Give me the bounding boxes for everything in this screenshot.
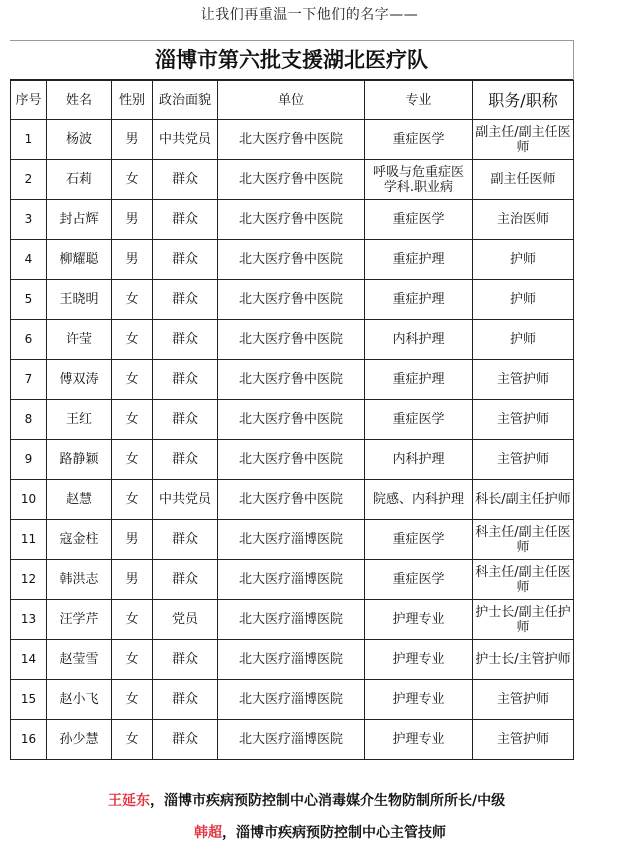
cell-gender: 女 [112,440,153,480]
cell-major: 呼吸与危重症医学科.职业病 [365,160,473,200]
cell-title: 护士长/副主任护师 [473,600,574,640]
table-row [11,360,574,400]
cell-major: 重症医学 [365,560,473,600]
cell-unit: 北大医疗鲁中医院 [218,480,365,520]
cell-name: 韩洪志 [47,560,112,600]
cell-no: 1 [11,120,47,160]
cell-unit: 北大医疗鲁中医院 [218,400,365,440]
cell-unit: 北大医疗鲁中医院 [218,320,365,360]
cell-no: 13 [11,600,47,640]
cell-gender: 女 [112,640,153,680]
cell-title: 科主任/副主任医师 [473,520,574,560]
intro-text: 让我们再重温一下他们的名字—— [200,7,419,23]
cell-name: 孙少慧 [47,720,112,760]
cell-no: 12 [11,560,47,600]
table-row [11,640,574,680]
table-row [11,320,574,360]
cell-no: 7 [11,360,47,400]
table-row [11,720,574,760]
table-row [11,400,574,440]
cell-political: 群众 [153,360,218,400]
cell-title: 护师 [473,320,574,360]
table-row [11,560,574,600]
cell-unit: 北大医疗淄博医院 [218,720,365,760]
table-row [11,200,574,240]
cell-name: 王红 [47,400,112,440]
cell-major: 重症护理 [365,280,473,320]
col-header-name: 姓名 [47,81,112,120]
cell-political: 群众 [153,720,218,760]
cell-political: 群众 [153,200,218,240]
cell-title: 护师 [473,240,574,280]
cell-unit: 北大医疗淄博医院 [218,560,365,600]
roster-body [11,120,574,760]
cell-political: 群众 [153,640,218,680]
cell-title: 副主任医师 [473,160,574,200]
cell-unit: 北大医疗鲁中医院 [218,280,365,320]
cell-major: 护理专业 [365,600,473,640]
table-row [11,680,574,720]
cell-title: 主治医师 [473,200,574,240]
cell-political: 群众 [153,520,218,560]
table-row [11,240,574,280]
cell-title: 主管护师 [473,400,574,440]
cell-unit: 北大医疗淄博医院 [218,680,365,720]
cell-no: 8 [11,400,47,440]
cell-major: 护理专业 [365,640,473,680]
cell-political: 群众 [153,240,218,280]
cell-unit: 北大医疗鲁中医院 [218,360,365,400]
cell-name: 赵慧 [47,480,112,520]
cell-major: 重症护理 [365,360,473,400]
roster-table [10,80,574,760]
cell-name: 傅双涛 [47,360,112,400]
cell-unit: 北大医疗鲁中医院 [218,440,365,480]
table-row [11,280,574,320]
cell-no: 6 [11,320,47,360]
cell-unit: 北大医疗鲁中医院 [218,200,365,240]
cell-gender: 女 [112,480,153,520]
cell-gender: 女 [112,400,153,440]
cell-name: 柳耀聪 [47,240,112,280]
cell-unit: 北大医疗鲁中医院 [218,120,365,160]
team-roster-sheet [10,40,574,760]
cell-gender: 男 [112,560,153,600]
cell-major: 重症医学 [365,520,473,560]
cell-gender: 女 [112,360,153,400]
cell-major: 护理专业 [365,720,473,760]
col-header-major: 专业 [365,81,473,120]
cell-major: 内科护理 [365,320,473,360]
cell-major: 护理专业 [365,680,473,720]
cell-major: 重症护理 [365,240,473,280]
cell-title: 主管护师 [473,440,574,480]
table-row [11,520,574,560]
cell-no: 5 [11,280,47,320]
cell-political: 群众 [153,400,218,440]
cell-no: 9 [11,440,47,480]
cell-political: 党员 [153,600,218,640]
cell-gender: 女 [112,160,153,200]
cell-unit: 北大医疗淄博医院 [218,520,365,560]
table-row [11,120,574,160]
cell-no: 16 [11,720,47,760]
table-row [11,480,574,520]
cell-name: 路静颖 [47,440,112,480]
cell-political: 中共党员 [153,120,218,160]
cell-no: 11 [11,520,47,560]
col-header-title: 职务/职称 [473,81,574,120]
col-header-political: 政治面貌 [153,81,218,120]
cell-gender: 女 [112,720,153,760]
cell-title: 副主任/副主任医师 [473,120,574,160]
footer-person-name: 王延东 [108,793,150,809]
cell-no: 14 [11,640,47,680]
cell-political: 群众 [153,680,218,720]
cell-gender: 男 [112,120,153,160]
cell-unit: 北大医疗鲁中医院 [218,160,365,200]
cell-political: 群众 [153,440,218,480]
cell-major: 重症医学 [365,120,473,160]
sheet-title: 淄博市第六批支援湖北医疗队 [10,41,573,80]
footer-person-desc: ，淄博市疾病预防控制中心主管技师 [222,825,446,841]
cell-gender: 女 [112,600,153,640]
cell-political: 群众 [153,560,218,600]
cell-gender: 女 [112,320,153,360]
cell-unit: 北大医疗淄博医院 [218,600,365,640]
cell-gender: 男 [112,520,153,560]
footer-person-name: 韩超 [194,825,222,841]
cell-no: 15 [11,680,47,720]
cell-unit: 北大医疗鲁中医院 [218,240,365,280]
cell-name: 赵小飞 [47,680,112,720]
cell-unit: 北大医疗淄博医院 [218,640,365,680]
cell-name: 许莹 [47,320,112,360]
cell-title: 护师 [473,280,574,320]
footer-line-1 [0,790,619,810]
cell-no: 2 [11,160,47,200]
cell-name: 汪学芹 [47,600,112,640]
cell-title: 主管护师 [473,360,574,400]
cell-no: 4 [11,240,47,280]
cell-political: 群众 [153,280,218,320]
cell-political: 中共党员 [153,480,218,520]
cell-name: 石莉 [47,160,112,200]
col-header-gender: 性别 [112,81,153,120]
table-row [11,160,574,200]
footer-line-2 [0,822,619,842]
cell-no: 3 [11,200,47,240]
col-header-unit: 单位 [218,81,365,120]
cell-name: 寇金柱 [47,520,112,560]
cell-name: 赵莹雪 [47,640,112,680]
cell-title: 科长/副主任护师 [473,480,574,520]
cell-gender: 女 [112,680,153,720]
cell-major: 重症医学 [365,400,473,440]
cell-gender: 男 [112,200,153,240]
cell-gender: 女 [112,280,153,320]
cell-title: 科主任/副主任医师 [473,560,574,600]
cell-name: 杨波 [47,120,112,160]
cell-major: 内科护理 [365,440,473,480]
cell-gender: 男 [112,240,153,280]
footer-person-desc: ，淄博市疾病预防控制中心消毒媒介生物防制所所长/中级 [150,793,506,809]
cell-political: 群众 [153,320,218,360]
cell-name: 封占辉 [47,200,112,240]
col-header-no: 序号 [11,81,47,120]
cell-major: 院感、内科护理 [365,480,473,520]
cell-title: 主管护师 [473,720,574,760]
header-row [11,81,574,120]
table-row [11,600,574,640]
cell-title: 主管护师 [473,680,574,720]
cell-no: 10 [11,480,47,520]
table-row [11,440,574,480]
cell-title: 护士长/主管护师 [473,640,574,680]
cell-political: 群众 [153,160,218,200]
cell-major: 重症医学 [365,200,473,240]
cell-name: 王晓明 [47,280,112,320]
